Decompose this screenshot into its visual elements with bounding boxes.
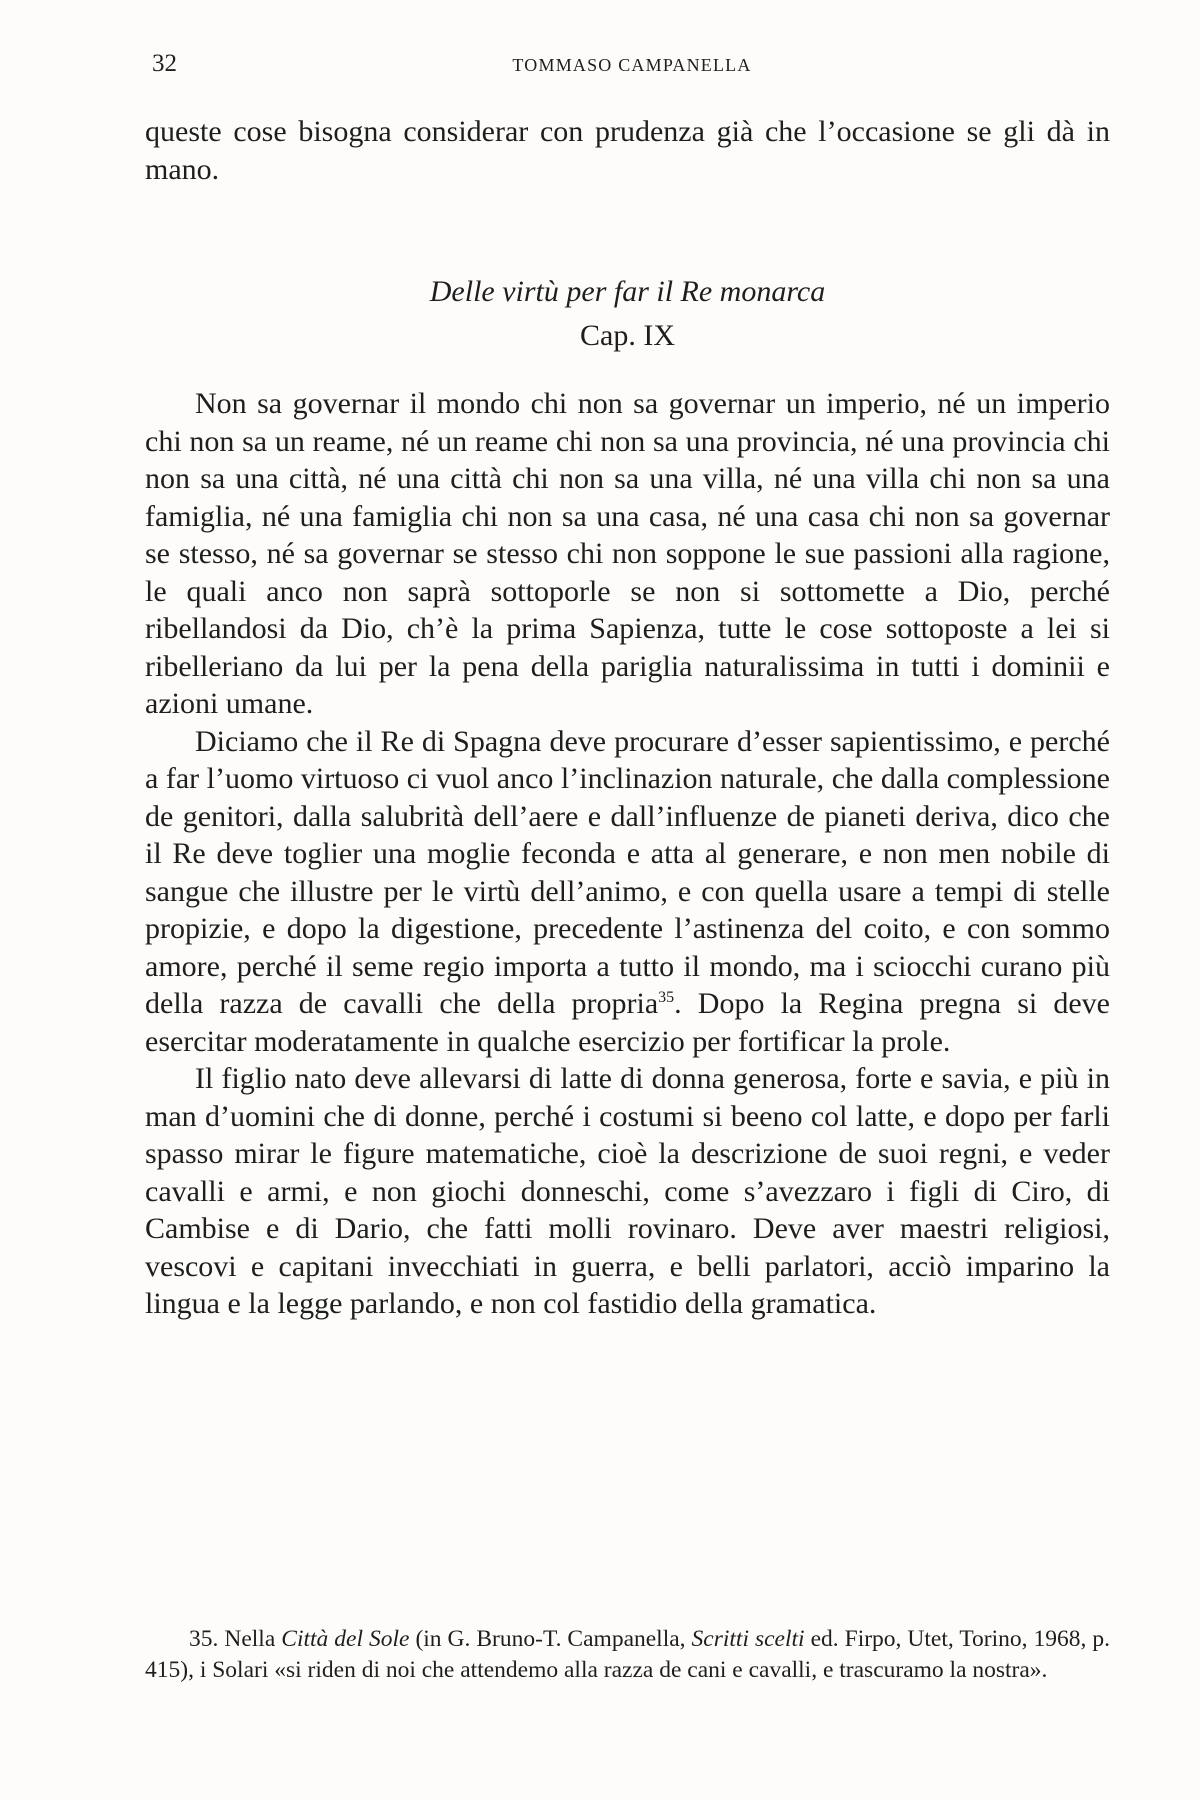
- footnote-text-2: (in G. Bruno-T. Campanella,: [415, 1626, 686, 1652]
- footnote-35: [145, 1624, 1110, 1686]
- chapter-title: Delle virtù per far il Re monarca: [429, 275, 826, 308]
- paragraph-2-text-a: Diciamo che il Re di Spagna deve procurare d’esser sapientissimo, e perché a far l’uomo virtuoso ci vuol anco l’inclinazion naturale, che dalla complessione de genitori, dalla salubrità dell’aere e dall’influenze de pianeti deriva, dico che il Re deve toglier una moglie feconda e atta al generare, e non men nobile di sangue che illustre per le virtù dell’animo, e con quella usare a tempi di stelle propizie, e dopo la digestione, precedente l’astinenza del coito, e con sommo amore, perché il seme regio importa a tutto il mondo, ma i sciocchi curano più della razza de cavalli che della propria: [145, 724, 1110, 1020]
- running-title: TOMMASO CAMPANELLA: [512, 55, 752, 75]
- footnote-reference: 35: [658, 989, 675, 1006]
- opening-paragraph: queste cose bisogna considerar con prudenza già che l’occasione se gli dà in mano.: [145, 115, 1110, 186]
- footnote: [145, 1624, 1110, 1686]
- paragraph-2-text-b: . Dopo la Regina pregna si deve esercitar moderatamente in qualche esercizio per fortificar la prole.: [145, 987, 1110, 1058]
- footnote-text-1: Nella: [224, 1626, 276, 1652]
- running-head: [152, 50, 1112, 82]
- paragraph-3: Il figlio nato deve allevarsi di latte di donna generosa, forte e savia, e più in man d’uomini che di donne, perché i costumi si beeno col latte, e dopo per farli spasso mirar le figure matematiche, cioè la descrizione de suoi regni, e veder cavalli e armi, e non giochi donneschi, come s’avezzaro i figli di Ciro, di Cambise e di Dario, che fatti molli rovinaro. Deve aver maestri religiosi, vescovi e capitani invecchiati in guerra, e belli parlatori, acciò imparino la lingua e la legge parlando, e non col fastidio della gramatica.: [145, 1062, 1110, 1320]
- chapter-number: Cap. IX: [580, 319, 675, 352]
- paragraph-1: Non sa governar il mondo chi non sa governar un imperio, né un imperio chi non sa un reame, né un reame chi non sa una provincia, né una provincia chi non sa una città, né una città chi non sa una villa, né una villa chi non sa una famiglia, né una famiglia chi non sa una casa, né una casa chi non sa governar se stesso, né sa governar se stesso chi non soppone le sue passioni alla ragione, le quali anco non saprà sottoporle se non si sottomette a Dio, perché ribellandosi da Dio, ch’è la prima Sapienza, tutte le cose sottoposte a lei si ribelleriano da lui per la pena della pariglia naturalissima in tutti i dominii e azioni umane.: [145, 387, 1110, 720]
- footnote-number: 35.: [189, 1626, 219, 1652]
- page-number: 32: [152, 50, 177, 77]
- chapter-heading: [145, 270, 1110, 358]
- footnote-title-citta-del-sole: Città del Sole: [281, 1626, 410, 1652]
- chapter-body: [145, 385, 1110, 1323]
- footnote-text-3: ed. Firpo, Utet, Torino, 1968, p. 415), i Solari «si riden di noi che attendemo alla razza de cani e cavalli, e trascuramo la nostra».: [145, 1626, 1111, 1683]
- opening-text: [145, 113, 1110, 188]
- footnote-title-scritti-scelti: Scritti scelti: [691, 1626, 805, 1652]
- paragraph-2: [145, 723, 1110, 1061]
